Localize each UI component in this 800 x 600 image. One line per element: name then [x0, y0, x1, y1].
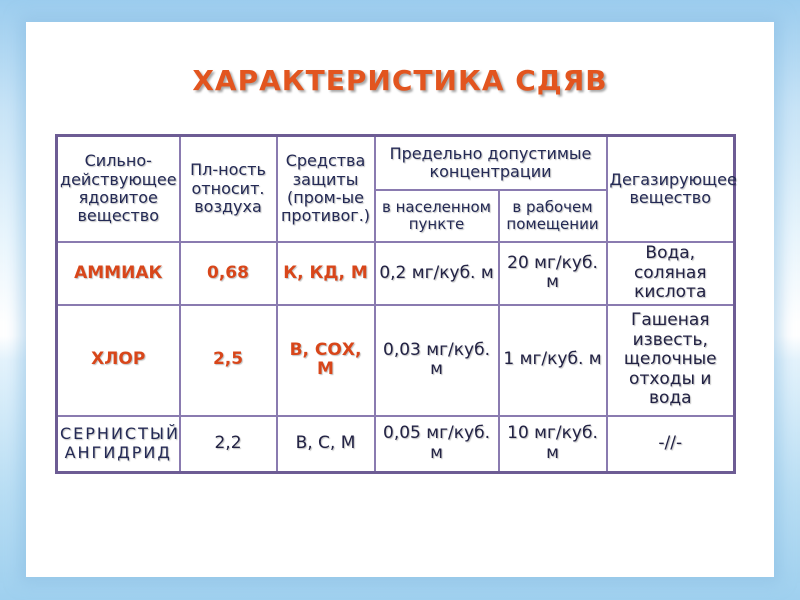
slide: [26, 22, 774, 577]
header-degas: Дегазирующее вещество: [607, 136, 735, 243]
protection-value: К, КД, М: [277, 242, 375, 305]
header-density: Пл-ность относит. воздуха: [180, 136, 277, 243]
protection-value: В, С, М: [277, 416, 375, 473]
header-protection: Средства защиты (пром-ые противог.): [277, 136, 375, 243]
header-substance: Сильно-действующее ядовитое вещество: [57, 136, 180, 243]
pdk-workplace-value: 10 мг/куб. м: [499, 416, 607, 473]
table-row: [57, 416, 735, 473]
table-row: [57, 242, 735, 305]
density-value: 2,2: [180, 416, 277, 473]
header-pdk-settlement: в населенном пункте: [375, 190, 499, 242]
header-pdk: Предельно допустимые концентрации: [375, 136, 607, 191]
substance-name: ХЛОР: [57, 305, 180, 416]
pdk-settlement-value: 0,05 мг/куб. м: [375, 416, 499, 473]
degas-value: Вода, соляная кислота: [607, 242, 735, 305]
slide-title: ХАРАКТЕРИСТИКА СДЯВ: [192, 64, 608, 97]
protection-value: В, СОХ, М: [277, 305, 375, 416]
pdk-workplace-value: 20 мг/куб. м: [499, 242, 607, 305]
substance-name: СЕРНИСТЫЙ АНГИДРИД: [57, 416, 180, 473]
density-value: 0,68: [180, 242, 277, 305]
table-row: [57, 305, 735, 416]
substance-name: АММИАК: [57, 242, 180, 305]
header-row: [57, 136, 735, 191]
pdk-settlement-value: 0,03 мг/куб. м: [375, 305, 499, 416]
degas-value: Гашеная известь, щелочные отходы и вода: [607, 305, 735, 416]
pdk-settlement-value: 0,2 мг/куб. м: [375, 242, 499, 305]
header-pdk-workplace: в рабочем помещении: [499, 190, 607, 242]
density-value: 2,5: [180, 305, 277, 416]
sdyav-table: [55, 134, 736, 474]
pdk-workplace-value: 1 мг/куб. м: [499, 305, 607, 416]
degas-value: -//-: [607, 416, 735, 473]
